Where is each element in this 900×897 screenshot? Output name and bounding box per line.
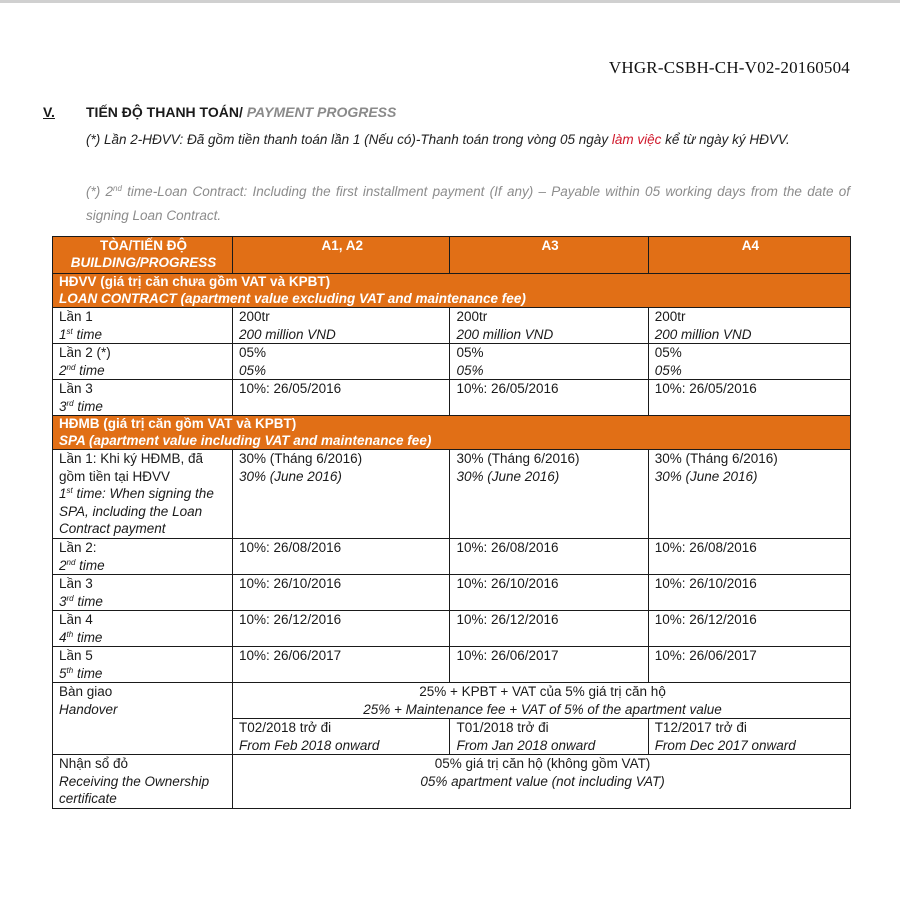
- table-cell: 05% 05%: [450, 344, 648, 380]
- note-vi-text-end: kể từ ngày ký HĐVV.: [661, 132, 790, 147]
- table-cell: 10%: 26/05/2016: [233, 380, 450, 416]
- row-label-en: 3rd time: [59, 593, 103, 609]
- loan-contract-group-title: [53, 274, 851, 308]
- table-cell: 10%: 26/10/2016: [648, 575, 850, 611]
- table-cell: 10%: 26/05/2016: [450, 380, 648, 416]
- row-label: [53, 344, 233, 380]
- row-label: [53, 575, 233, 611]
- certificate-value-vi: 05% giá trị căn hộ (không gồm VAT): [434, 756, 651, 771]
- header-building-a4: A4: [648, 237, 850, 274]
- header-col0-vi: TÒA/TIẾN ĐỘ: [100, 238, 187, 253]
- table-cell: 10%: 26/12/2016: [450, 611, 648, 647]
- table-cell: 10%: 26/10/2016: [233, 575, 450, 611]
- table-row: [53, 539, 851, 575]
- header-col0-en: BUILDING/PROGRESS: [70, 255, 217, 270]
- table-cell: 10%: 26/06/2017: [233, 647, 450, 683]
- certificate-value-en: 05% apartment value (not including VAT): [420, 773, 665, 789]
- table-cell: 10%: 26/08/2016: [648, 539, 850, 575]
- table-cell: 10%: 26/08/2016: [233, 539, 450, 575]
- row-label: [53, 380, 233, 416]
- row-label-en: 3rd time: [59, 398, 103, 414]
- row-label: [53, 611, 233, 647]
- handover-label-en: Handover: [59, 701, 118, 717]
- row-label: [53, 539, 233, 575]
- table-row: [53, 575, 851, 611]
- row-label-vi: Lần 3: [59, 381, 93, 396]
- section-title-en: PAYMENT PROGRESS: [242, 104, 397, 120]
- payment-schedule-table: [52, 236, 851, 809]
- loan-contract-group-row: [53, 274, 851, 308]
- section-title: [86, 104, 396, 120]
- handover-row: [53, 683, 851, 719]
- spa-group-title: [53, 416, 851, 450]
- table-cell: 30% (Tháng 6/2016) 30% (June 2016): [648, 450, 850, 539]
- row-label-vi: Lần 1: [59, 309, 93, 324]
- handover-label-vi: Bàn giao: [59, 684, 113, 699]
- table-row: [53, 611, 851, 647]
- table-cell: 200tr 200 million VND: [233, 308, 450, 344]
- table-row: [53, 450, 851, 539]
- table-cell: 10%: 26/05/2016: [648, 380, 850, 416]
- handover-combined-en: 25% + Maintenance fee + VAT of 5% of the apartment value: [363, 701, 722, 717]
- certificate-label-en: Receiving the Ownership certificate: [59, 773, 210, 806]
- note-en-text: time-Loan Contract: Including the first installment payment (If any) – Payable within 05 working days from the date of signing Loan Contract.: [86, 184, 850, 223]
- header-building-a3: A3: [450, 237, 648, 274]
- table-cell: 10%: 26/06/2017: [648, 647, 850, 683]
- row-label-en: 1st time: When signing the SPA, including the Loan Contract payment: [59, 486, 214, 536]
- row-label-en: 4th time: [59, 629, 103, 645]
- row-label-vi: Lần 1: Khi ký HĐMB, đã gồm tiền tại HĐVV: [59, 451, 204, 484]
- handover-date-a4: T12/2017 trở đi From Dec 2017 onward: [648, 719, 850, 755]
- handover-combined-value: [233, 683, 851, 719]
- note-vi-highlight: làm việc: [611, 132, 662, 147]
- row-label-vi: Lần 2 (*): [59, 345, 111, 360]
- handover-combined-vi: 25% + KPBT + VAT của 5% giá trị căn hộ: [419, 684, 666, 699]
- handover-date-a3: T01/2018 trở đi From Jan 2018 onward: [450, 719, 648, 755]
- table-row: [53, 308, 851, 344]
- certificate-label: [53, 755, 233, 809]
- row-label: [53, 647, 233, 683]
- table-row: [53, 647, 851, 683]
- certificate-value: [233, 755, 851, 809]
- table-header-row: [53, 237, 851, 274]
- handover-label: [53, 683, 233, 755]
- row-label-vi: Lần 4: [59, 612, 93, 627]
- row-label: [53, 308, 233, 344]
- document-code: VHGR-CSBH-CH-V02-20160504: [608, 58, 850, 77]
- loan-group-title-vi: HĐVV (giá trị căn chưa gồm VAT và KPBT): [59, 274, 331, 289]
- note-vi-text: (*) Lần 2-HĐVV: Đã gồm tiền thanh toán lần 1 (Nếu có)-Thanh toán trong vòng 05 ngày: [86, 132, 612, 147]
- note-en-prefix: (*) 2: [86, 184, 114, 199]
- row-label-vi: Lần 5: [59, 648, 93, 663]
- section-heading: [43, 104, 853, 124]
- table-row: [53, 380, 851, 416]
- table-cell: 30% (Tháng 6/2016) 30% (June 2016): [233, 450, 450, 539]
- section-number: V.: [43, 104, 55, 120]
- header-building-a1-a2: A1, A2: [233, 237, 450, 274]
- payment-progress-section: [43, 104, 853, 124]
- row-label: [53, 450, 233, 539]
- top-divider: [0, 0, 900, 3]
- table-cell: 30% (Tháng 6/2016) 30% (June 2016): [450, 450, 648, 539]
- certificate-row: [53, 755, 851, 809]
- handover-date-a1-a2: T02/2018 trở đi From Feb 2018 onward: [233, 719, 450, 755]
- certificate-label-vi: Nhận sổ đỏ: [59, 756, 129, 771]
- row-label-en: 2nd time: [59, 557, 105, 573]
- table-cell: 10%: 26/08/2016: [450, 539, 648, 575]
- note-en-sup: nd: [113, 184, 122, 193]
- note-vietnamese: [86, 128, 850, 152]
- spa-group-row: [53, 416, 851, 450]
- row-label-vi: Lần 3: [59, 576, 93, 591]
- loan-group-title-en: LOAN CONTRACT (apartment value excluding VAT and maintenance fee): [59, 290, 526, 306]
- table-cell: 10%: 26/10/2016: [450, 575, 648, 611]
- note-english: [86, 180, 850, 228]
- table-cell: 05% 05%: [233, 344, 450, 380]
- section-title-vi: TIẾN ĐỘ THANH TOÁN/: [86, 104, 243, 120]
- row-label-en: 1st time: [59, 326, 103, 342]
- table-cell: 200tr 200 million VND: [648, 308, 850, 344]
- table-cell: 200tr 200 million VND: [450, 308, 648, 344]
- row-label-en: 5th time: [59, 665, 103, 681]
- row-label-en: 2nd time: [59, 362, 105, 378]
- spa-group-title-vi: HĐMB (giá trị căn gồm VAT và KPBT): [59, 416, 297, 431]
- spa-group-title-en: SPA (apartment value including VAT and maintenance fee): [59, 432, 432, 448]
- table-row: [53, 344, 851, 380]
- table-cell: 10%: 26/12/2016: [648, 611, 850, 647]
- header-building-progress: [53, 237, 233, 274]
- row-label-vi: Lần 2:: [59, 540, 97, 555]
- table-cell: 10%: 26/12/2016: [233, 611, 450, 647]
- table-cell: 05% 05%: [648, 344, 850, 380]
- table-cell: 10%: 26/06/2017: [450, 647, 648, 683]
